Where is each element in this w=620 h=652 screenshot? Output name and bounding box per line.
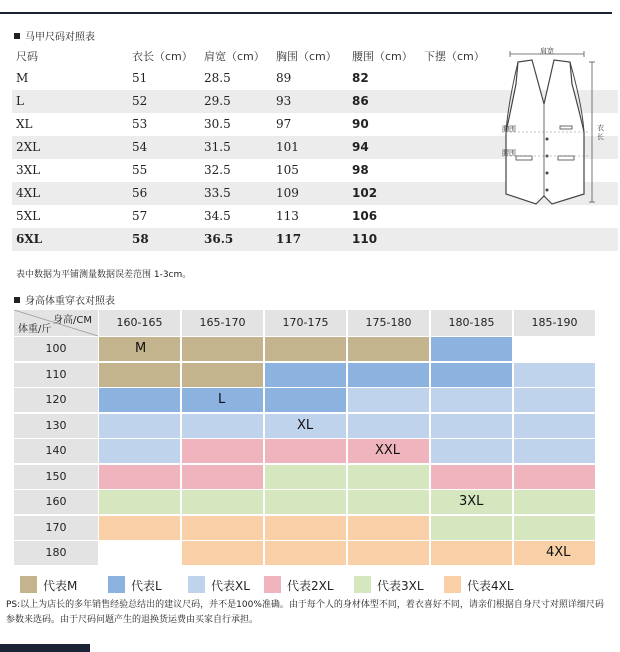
grid-cell (265, 541, 346, 565)
grid-cell (348, 337, 429, 361)
cell-chest: 93 (276, 94, 292, 108)
cell-waist: 106 (352, 209, 378, 223)
height-header: 175-180 (348, 310, 429, 336)
cell-length: 51 (132, 71, 148, 85)
cell-chest: 97 (276, 117, 292, 131)
corner-height-label: 身高/CM (53, 315, 92, 326)
height-header: 170-175 (265, 310, 346, 336)
grid-cell (514, 337, 595, 361)
cell-chest: 109 (276, 186, 299, 200)
grid-cell (514, 414, 595, 438)
weight-header: 180 (14, 541, 98, 565)
grid-cell (265, 388, 346, 412)
grid-cell (431, 414, 512, 438)
height-header: 180-185 (431, 310, 512, 336)
cell-chest: 105 (276, 163, 299, 177)
cell-length: 52 (132, 94, 148, 108)
label-length: 衣长 (597, 124, 604, 141)
cell-size: M (16, 71, 29, 85)
cell-shoulder: 30.5 (204, 117, 231, 131)
label-chest: 胸围 (502, 125, 516, 133)
grid-cell (99, 414, 180, 438)
bullet-square-icon (14, 297, 20, 303)
height-header: 160-165 (99, 310, 180, 336)
size-label-l: L (218, 392, 226, 407)
grid-cell (182, 465, 263, 489)
label-shoulder: 肩宽 (540, 47, 554, 55)
legend-swatch (188, 576, 205, 593)
cell-shoulder: 34.5 (204, 209, 231, 223)
legend-label: 代表4XL (467, 579, 514, 593)
legend-label: 代表M (43, 579, 78, 593)
grid-cell (348, 363, 429, 387)
grid-cell (265, 516, 346, 540)
corner-weight-label: 体重/斤 (18, 324, 52, 335)
height-header: 185-190 (514, 310, 595, 336)
cell-size: 5XL (16, 209, 41, 223)
cell-length: 57 (132, 209, 148, 223)
cell-size: 4XL (16, 186, 41, 200)
header-size: 尺码 (16, 50, 38, 63)
grid-cell (265, 490, 346, 514)
grid-cell (514, 516, 595, 540)
grid-cell (99, 465, 180, 489)
cell-shoulder: 33.5 (204, 186, 231, 200)
weight-header: 150 (14, 465, 98, 489)
grid-cell (265, 439, 346, 463)
grid-cell (348, 516, 429, 540)
fit-chart-grid (14, 310, 598, 566)
size-table-title: 马甲尺码对照表 (14, 28, 95, 43)
legend-swatch (20, 576, 37, 593)
cell-size: 3XL (16, 163, 41, 177)
grid-cell (348, 388, 429, 412)
legend-label: 代表L (131, 579, 162, 593)
size-label-m: M (135, 341, 147, 356)
cell-size: L (16, 94, 24, 108)
grid-cell (348, 414, 429, 438)
height-header: 165-170 (182, 310, 263, 336)
measurement-note: 表中数据为平铺测量数据误差范围 1-3cm。 (16, 270, 192, 280)
header-hem: 下摆（cm） (424, 50, 485, 63)
cell-waist: 102 (352, 186, 378, 200)
cell-chest: 113 (276, 209, 299, 223)
grid-cell (431, 465, 512, 489)
cell-length: 56 (132, 186, 148, 200)
legend-label: 代表2XL (287, 579, 334, 593)
legend-swatch (108, 576, 125, 593)
grid-cell (514, 388, 595, 412)
grid-cell (265, 337, 346, 361)
cell-waist: 86 (352, 94, 369, 108)
grid-cell (182, 439, 263, 463)
label-waist: 腰围 (502, 149, 516, 157)
cell-length: 55 (132, 163, 148, 177)
grid-cell (182, 363, 263, 387)
cell-waist: 110 (352, 232, 378, 246)
bullet-square-icon (14, 33, 20, 39)
grid-cell (182, 337, 263, 361)
cell-shoulder: 29.5 (204, 94, 231, 108)
grid-cell (431, 388, 512, 412)
cell-size: 6XL (16, 232, 43, 246)
grid-cell (514, 465, 595, 489)
grid-cell (514, 363, 595, 387)
cell-waist: 94 (352, 140, 369, 154)
weight-header: 110 (14, 363, 98, 387)
grid-cell (265, 465, 346, 489)
weight-header: 170 (14, 516, 98, 540)
cell-length: 53 (132, 117, 148, 131)
cell-shoulder: 32.5 (204, 163, 231, 177)
grid-cell (99, 388, 180, 412)
grid-cell (348, 465, 429, 489)
header-length: 衣长（cm） (132, 50, 193, 63)
table-row (12, 228, 618, 251)
fit-chart-title: 身高体重穿衣对照表 (14, 292, 115, 307)
grid-cell (431, 439, 512, 463)
cell-shoulder: 31.5 (204, 140, 231, 154)
grid-cell (431, 516, 512, 540)
grid-cell (99, 541, 180, 565)
grid-cell (99, 363, 180, 387)
top-divider (0, 12, 612, 14)
grid-cell (431, 337, 512, 361)
size-label-xl: XL (297, 417, 314, 433)
cell-chest: 89 (276, 71, 292, 85)
weight-header: 140 (14, 439, 98, 463)
grid-cell (182, 516, 263, 540)
header-waist: 腰围（cm） (352, 50, 413, 63)
weight-header: 160 (14, 490, 98, 514)
cell-length: 58 (132, 232, 149, 246)
grid-cell (431, 541, 512, 565)
size-label-4xl: 4XL (546, 545, 571, 560)
grid-cell (99, 516, 180, 540)
weight-header: 130 (14, 414, 98, 438)
weight-header: 100 (14, 337, 98, 361)
size-label-3xl: 3XL (459, 494, 484, 509)
grid-corner-header (14, 310, 98, 336)
size-label-xxl: XXL (375, 443, 401, 458)
cell-length: 54 (132, 140, 148, 154)
cell-size: XL (16, 117, 33, 131)
grid-cell (514, 490, 595, 514)
grid-cell (99, 490, 180, 514)
legend-swatch (354, 576, 371, 593)
cell-shoulder: 28.5 (204, 71, 231, 85)
grid-cell (431, 363, 512, 387)
cell-shoulder: 36.5 (204, 232, 234, 246)
size-legend (20, 576, 610, 594)
legend-label: 代表XL (211, 579, 250, 593)
grid-cell (265, 363, 346, 387)
grid-cell (348, 490, 429, 514)
grid-cell (348, 541, 429, 565)
cell-waist: 82 (352, 71, 369, 85)
grid-cell (182, 541, 263, 565)
grid-cell (514, 439, 595, 463)
grid-cell (182, 490, 263, 514)
cell-waist: 98 (352, 163, 369, 177)
bottom-tab-bar (0, 644, 90, 652)
grid-cell (99, 439, 180, 463)
weight-header: 120 (14, 388, 98, 412)
header-chest: 胸围（cm） (276, 50, 337, 63)
cell-waist: 90 (352, 117, 369, 131)
legend-swatch (444, 576, 461, 593)
cell-chest: 117 (276, 232, 302, 246)
cell-chest: 101 (276, 140, 299, 154)
legend-label: 代表3XL (377, 579, 424, 593)
header-shoulder: 肩宽（cm） (204, 50, 265, 63)
legend-swatch (264, 576, 281, 593)
vest-diagram (488, 44, 614, 214)
cell-size: 2XL (16, 140, 41, 154)
grid-cell (182, 414, 263, 438)
ps-disclaimer: PS:以上为店长的多年销售经验总结出的建议尺码，并不是100%准确。由于每个人的身材体型不同，着衣喜好不同，请亲们根据自身尺寸对照详细尺码参数来选码。由于尺码问题产生的退换货运费由买家自行承担。 (6, 600, 604, 625)
